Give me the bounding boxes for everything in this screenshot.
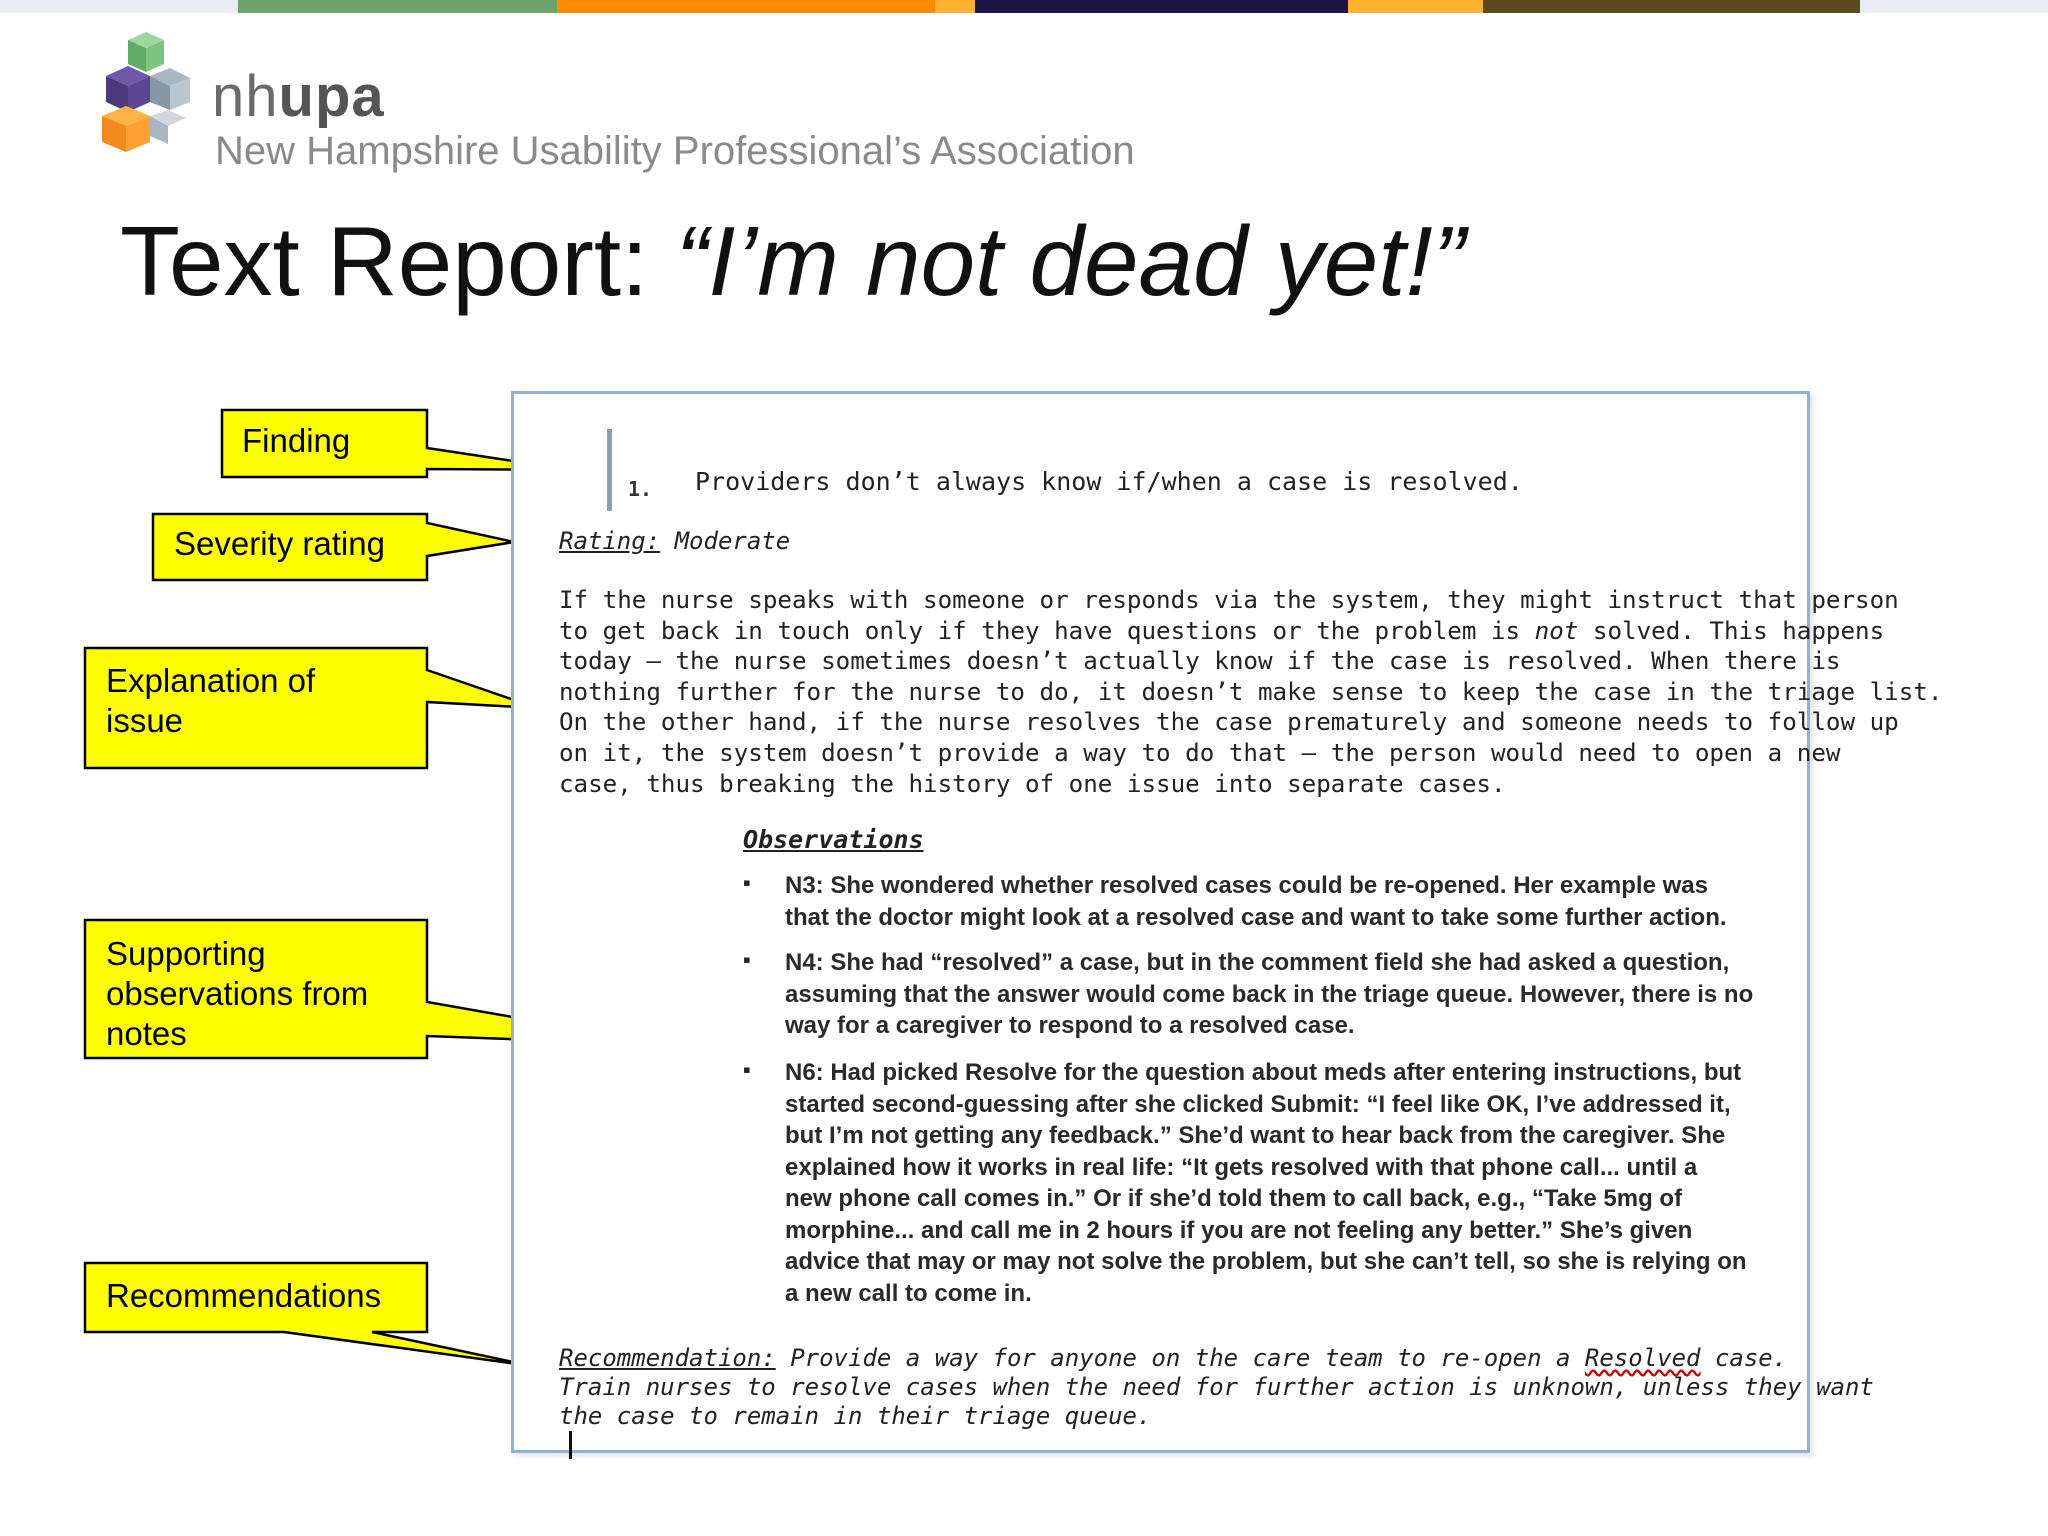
wordmark-light: nh	[212, 64, 279, 129]
explanation-line2-head: to get back in touch only if they have questions or the problem is	[559, 616, 1535, 645]
title-quote: “I’m not dead yet!”	[675, 206, 1466, 316]
wordmark-bold: upa	[278, 64, 385, 129]
rating-label: Rating:	[559, 527, 661, 555]
bullet-icon: ▪	[743, 1057, 751, 1082]
recommendation-label: Recommendation:	[559, 1344, 776, 1372]
explanation-text-line: If the nurse speaks with someone or responds via the system, they might instruct that person	[559, 586, 1899, 614]
recommendation-line	[559, 1402, 1874, 1459]
recommendation-line3-text: the case to remain in their triage queue.	[559, 1402, 1152, 1430]
observation-line: N3: She wondered whether resolved cases could be re-opened. Her example was	[785, 872, 1708, 899]
explanation-callout-label	[106, 661, 315, 741]
explanation-text-line: case, thus breaking the history of one issue into separate cases.	[559, 769, 1506, 798]
organization-name: New Hampshire Usability Professional’s Association	[215, 129, 1135, 173]
issue-explanation	[559, 585, 1943, 799]
recommendations-callout-label: Recommendations	[106, 1277, 382, 1314]
finding-margin-bar	[607, 429, 612, 511]
title-plain: Text Report:	[120, 206, 676, 316]
supporting-line-1: Supporting	[106, 935, 266, 972]
observation-line: N6: Had picked Resolve for the question about meds after entering instructions, but	[785, 1059, 1742, 1086]
explanation-text-line: nothing further for the nurse to do, it doesn’t make sense to keep the case in the triage list.	[559, 677, 1943, 706]
observation-line: N4: She had “resolved” a case, but in the comment field she had asked a question,	[785, 949, 1730, 976]
explanation-text-line: on it, the system doesn’t provide a way to do that – the person would need to open a new	[559, 738, 1841, 767]
supporting-line-2: observations from	[106, 975, 369, 1012]
explanation-line-1: Explanation of	[106, 662, 316, 699]
observation-text	[785, 1057, 1747, 1309]
recommendation-spellcheck-word: Resolved	[1584, 1344, 1701, 1372]
rating-value: Moderate	[660, 527, 791, 555]
observation-line: explained how it works in real life: “It gets resolved with that phone call... until a	[785, 1153, 1698, 1181]
observation-text	[785, 870, 1727, 933]
observation-line: new phone call comes in.” Or if she’d told them to call back, e.g., “Take 5mg of	[785, 1185, 1683, 1212]
explanation-line2-emphasis: not	[1534, 616, 1579, 645]
text-cursor-icon	[569, 1431, 572, 1459]
observation-line: that the doctor might look at a resolved case and want to take some further action.	[785, 903, 1727, 931]
explanation-line2-tail: solved. This happens	[1578, 616, 1885, 645]
observation-line: a new call to come in.	[785, 1279, 1032, 1307]
severity-rating	[559, 527, 790, 555]
observation-line: way for a caregiver to respond to a resolved case.	[785, 1012, 1355, 1039]
observation-line: morphine... and call me in 2 hours if you are not feeling any better.” She’s given	[785, 1216, 1693, 1244]
bullet-icon: ▪	[743, 870, 751, 895]
finding-heading: Providers don’t always know if/when a case is resolved.	[695, 467, 1523, 496]
recommendation-line1-tail: case.	[1700, 1344, 1788, 1372]
supporting-line-3: notes	[106, 1015, 187, 1052]
supporting-callout-label	[106, 934, 368, 1054]
observations-heading: Observations	[743, 825, 924, 854]
observation-line: but I’m not getting any feedback.” She’d want to hear back from the caregiver. She	[785, 1122, 1726, 1149]
finding-callout-label: Finding	[242, 422, 351, 459]
severity-callout-label: Severity rating	[174, 525, 385, 562]
recommendation-line	[559, 1344, 1874, 1373]
recommendation-text	[559, 1344, 1874, 1459]
bullet-icon: ▪	[743, 947, 751, 972]
report-excerpt	[511, 391, 1943, 1453]
recommendation-line1-head: Provide a way for anyone on the care team to re-open a	[775, 1344, 1585, 1372]
observation-text	[785, 947, 1753, 1042]
explanation-text-line: today – the nurse sometimes doesn’t actually know if the case is resolved. When there is	[559, 647, 1841, 676]
observation-line: assuming that the answer would come back in the triage queue. However, there is no	[785, 980, 1754, 1008]
recommendation-line: Train nurses to resolve cases when the need for further action is unknown, unless they want	[559, 1373, 1874, 1401]
observation-line: started second-guessing after she clicked Submit: “I feel like OK, I’ve addressed it,	[785, 1090, 1731, 1118]
finding-number: 1.	[628, 477, 653, 501]
observation-line: advice that may or may not solve the problem, but she can’t tell, so she is relying on	[785, 1248, 1747, 1275]
explanation-line-2: issue	[106, 702, 184, 739]
explanation-text-line	[559, 616, 1885, 647]
explanation-text-line: On the other hand, if the nurse resolves the case prematurely and someone needs to follow up	[559, 708, 1899, 737]
